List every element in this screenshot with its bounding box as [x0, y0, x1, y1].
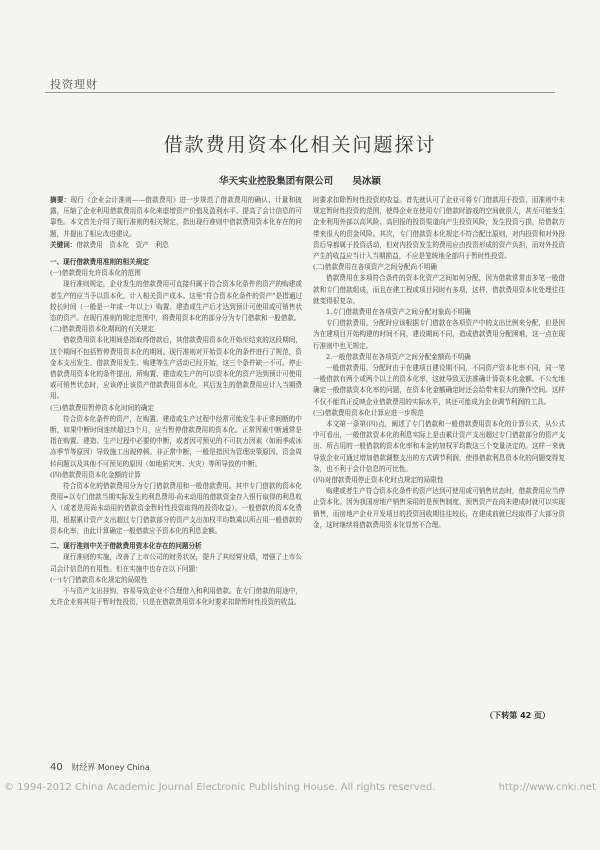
- paragraph: 借款费用资本化期间是指取得借款后，其借款费用资本化开始至结束的这段期间，这个期间不包括暂停费用资本化的期间。现行准则对开始资本化的条件进行了规范，资金本支出发生、借款费用发生、购建等生产活动已经开始，这三个条件缺一不可。停止借款费用资本化的条件提出，所购置、建造或生产的可以资本化的资产达到预计可使用或可销售状态时，应该停止该资产借款费用资本化，其后发生的借款费用应计入当期费用。: [50, 336, 302, 401]
- subsection-heading: (三)借款费用暂停资本化时间的确定: [50, 403, 155, 412]
- subsection-heading: (四)借款费用资本化金额的计算: [50, 470, 141, 479]
- paragraph: 专门借款费用，分配时应该根据专门借款在各项资产中的支出比例来分配，但是因为在建项目开始构建的时间不同，建设期间不同，造成借款费用分配困难，这一点在现行准则中也无规定。: [313, 319, 565, 350]
- author-name: 吴冰颖: [352, 176, 381, 187]
- journal-name: 财经界 Money China: [71, 763, 150, 772]
- paragraph: 1.专门借款费用在各项资产之间分配对象尚不明确: [326, 308, 471, 317]
- subsection-heading: (二)借款费用在各项资产之间分配尚不明确: [313, 263, 437, 272]
- keywords: [50, 240, 302, 251]
- section-heading: 二、现行准则中关于借款费用资本化存在的问题分析: [50, 542, 202, 551]
- article-title: 借款费用资本化相关问题探讨: [163, 134, 437, 156]
- paragraph: 购建或者生产符合资本化条件的资产达到可使用或可销售状态时，借款费用应当停止资本化。因为我国房地产销售采用的是预售制度，预售资产在尚未建成时就可以实现销售，而房地产企业开发项目的投资回收期往往较长，在建成前就已经取得了大部分资金，这时继续将借款费用资本化显然不合理。: [313, 487, 565, 529]
- paragraph: 不与资产支出挂钩，容易导致企业不合理借入和利用借款。在专门借款的用途中，允许企业将其用于暂时性投资，只是在借款费用资本化时要求扣除暂时性投资的收益。: [50, 586, 302, 607]
- section-tag: 投资理财: [50, 78, 98, 91]
- author-organization: 华天实业控股集团有限公司: [219, 176, 334, 187]
- header-rule: [45, 92, 555, 93]
- paragraph: 符合资本化的借款费用分为专门借款费用和一般借款费用。其中专门借款的资本化费用=以专门借款当期实际发生的利息费用-尚未动用的借款资金存入银行取得的利息收入（或者是用尚未动用的借款资金暂时性投资取得的投资收益），一般借款的资本化费用，根据累计资产支出超过专门借款部分的资产支出加权平均数乘以所占用一般借款的资本化率，由此计算确定一般借款应予资本化的利息金额。: [50, 482, 302, 535]
- page-footer: [50, 762, 150, 773]
- abstract: [50, 195, 302, 240]
- paragraph: 现行准则规定，企业发生的借款费用可直接归属于符合资本化条件的资产的购建或者生产的应当予以资本化，计入相关资产成本。这里“符合资本化条件的资产”是指通过较长时间（一般是一年或一年以上）购置、建造或生产后才达到预计可使用或可销售状态的资产。在现行准则的规定范围中，将费用资本化的部分分为专门借款和一般借款。: [50, 280, 302, 323]
- paragraph: 时要求扣除暂时性投资的收益。首先就认可了企业可将专门借款用于投资，而准则中未规定暂时性投资的范围，使得企业在使用专门借款时游戏的空间就很大，甚至可能发生企业利用外部以高风险、高回报的投资渠道向产生投资风险，发生投资亏损，给借款方带来很大的资金风险。其次，专门借款资本化规定不符合配比原则，对内投资和对外投资后导都属于投资活动，但对内投资发生的费用应由投资形成的资产负担，而对外投资产生的收益应当计入当期损益，不应是笼统地全部归于暂时性投资。: [313, 196, 565, 261]
- paragraph: 2.一般借款费用在各项资产之间分配金额尚不明确: [326, 352, 471, 361]
- paragraph: 一般借款费用，分配时由于在建项目建设期不同，不同资产资本化率不同，同一笔一般借款有两个或两个以上的资本化率，这就导致无法准确计算资本化金额。不公允地确定一般借款资本化率的问题，在资本化金额确定时还会给带来很大的操作空间。这样不仅不能真正反映企业借款费用的实际水平，其还可能成为企业调节利润的工具。: [313, 364, 565, 406]
- subsection-heading: (二)借款费用资本化期间的有关规定: [50, 325, 155, 334]
- subsection-heading: (三)借款费用资本化计算应进一步规范: [313, 408, 424, 417]
- paragraph: 本文第一条第(四)点，阐述了专门借款和一般借款费用资本化的计算公式，从公式中可看出，一般借款资本化的利息实际上是由累计资产支出超过专门借款部分的资产支出、所占用的一般借款的资本化率和本金的加权平均数这三个变量决定的。这样一来就导致企业可通过增加借款调整支出的方式调节利润，使得借款利息资本化的问题变得复杂，也不利于会计信息的可比性。: [313, 420, 565, 473]
- subsection-heading: (一)借款费用允许资本化的范围: [50, 269, 141, 278]
- keywords-label: 关键词：: [50, 240, 77, 249]
- paragraph: 符合资本化条件的资产，在购置、建造或生产过程中经常可能发生非正常间断的中断，如果中断时间连续超过3个月，应当暂停借款费用的资本化。正常因素中断通常是指在购置、建造、生产过程中必要的中断，或者因可预见的不可抗力因素（如雨季或冰冻季节等原因）导致施工出现停顿。非正常中断，一般是指因为管理决策原因、资金周转问题以及其他不可预见的原因（如地质灾害、火灾）等所导致的中断。: [50, 414, 302, 468]
- byline: [0, 173, 600, 187]
- section-heading: 一、现行借款费用准则的相关规定: [50, 258, 149, 267]
- copyright-text: © 1994-2012 China Academic Journal Electronic Publishing House. All rights reserved.: [3, 782, 436, 793]
- paragraph: 借款费用在多项符合条件的资本化资产之间如何分配，因为借款常常由多笔一般借款和专门借款组成，而且在建工程或项目同时有多项，这样，借款费用资本化处理往往就变得很复杂。: [313, 274, 565, 305]
- copyright-url[interactable]: http://www.cnki.net: [498, 782, 596, 793]
- copyright-watermark: [0, 782, 600, 793]
- page-number: 40: [50, 762, 63, 773]
- abstract-text: 现行《企业会计准则——借款费用》进一步规范了借款费用的确认、计量和披露，压缩了企业利用借款费用资本化来虚增资产价值及盈利水平、提高了会计信息的可靠性。本文首先介绍了现行准则的相关规定，指出现行准则中借款费用资本化存在的问题，并提出了相应改进建议。: [50, 196, 302, 238]
- keywords-text: 借款费用 资本化 资产 利息: [76, 240, 169, 249]
- continuation-note: （下转第 42 页）: [485, 711, 550, 720]
- left-column: [50, 195, 302, 685]
- abstract-label: 摘要：: [50, 196, 71, 204]
- subsection-heading: (四)对借款费用停止资本化时点规定的局限性: [313, 476, 444, 485]
- paragraph: 现行准则的实施，改善了上市公司的财务状况，提升了其经营业绩，增强了上市公司会计信息的有用性。但在实施中也存在以下问题：: [50, 553, 302, 573]
- subsection-heading: (一)专门借款资本化规定的局限性: [50, 575, 148, 584]
- right-column: [313, 195, 565, 715]
